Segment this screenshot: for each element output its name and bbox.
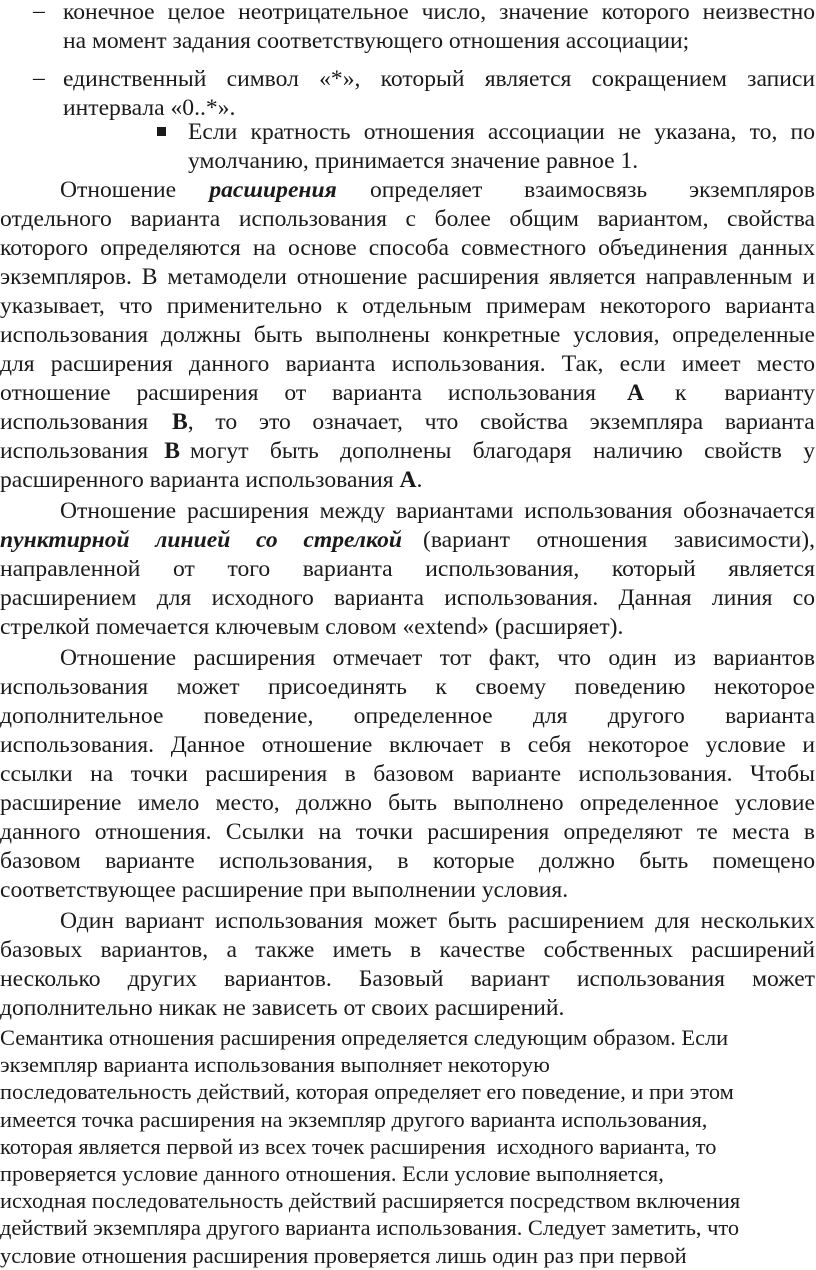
text-line: дополнительно никак не зависеть от своих расширений. [0,995,565,1021]
text-line: действий экземпляра другого варианта использования. Следует заметить, что [0,1215,740,1241]
text-line: ссылки на точки расширения в базовом варианте использования. Чтобы [0,761,815,787]
text-line: отношение расширения от варианта использования А к варианту [0,380,815,406]
text-line: на момент задания соответствующего отношения ассоциации; [63,28,690,54]
text-line: проверяется условие данного отношения. Если условие выполняется, [0,1161,664,1186]
text-line: отдельного варианта использования с более общим вариантом, свойства [0,206,815,232]
dash-marker: – [33,65,45,91]
text-line: направленной от того варианта использования, который является [0,556,815,582]
text-line: умолчанию, принимается значение равное 1. [188,148,639,174]
text-line: стрелкой помечается ключевым словом «extend» (расширяет). [0,614,624,640]
text-line: экземпляр варианта использования выполняет некоторую [0,1052,550,1078]
text-line: использования В могут быть дополнены благодаря наличию свойств у [0,438,815,464]
term-emphasis: расширения [209,177,337,203]
text-line: расширенного варианта использования А. [0,467,423,493]
text-line: исходная последовательность действий расширяется посредством включения [0,1188,741,1214]
text-line: интервала «0..*». [63,95,236,121]
text-line: для расширения данного варианта использования. Так, если имеет место [0,351,815,377]
text-line: конечное целое неотрицательное число, значение которого неизвестно [63,0,815,25]
text-line: указывает, что применительно к отдельным примерам некоторого варианта [0,293,815,319]
text-line: расширение имело место, должно быть выполнено определенное условие [0,790,815,816]
text-line: использования должны быть выполнены конкретные условия, определенные [0,322,815,348]
text-line: имеется точка расширения на экземпляр другого варианта использования, [0,1106,708,1132]
text-line: несколько других вариантов. Базовый вариант использования может [0,966,815,992]
text-line: Если кратность отношения ассоциации не указана, то, по [188,119,815,145]
text-line: базовом варианте использования, в которые должно быть помещено [0,848,815,874]
text-line: дополнительное поведение, определенное для другого варианта [0,703,815,729]
text-line: пунктирной линией со стрелкой (вариант отношения зависимости), [0,527,815,553]
text-line: единственный символ «*», который является сокращением записи [63,66,815,92]
text-line: последовательность действий, которая определяет его поведение, и при этом [0,1079,734,1105]
text-line: условие отношения расширения проверяется лишь один раз при первой [0,1242,687,1268]
term-emphasis: пунктирной линией со стрелкой [0,527,402,553]
text-line: Отношение расширения определяет взаимосвязь экземпляров [60,177,815,203]
text-line: базовых вариантов, а также иметь в качестве собственных расширений [0,937,815,963]
text-line: использования может присоединять к своему поведению некоторое [0,674,815,700]
text-line: экземпляров. В метамодели отношение расширения является направленным и [0,264,815,290]
text-line: которая является первой из всех точек расширения исходного варианта, то [0,1133,717,1159]
text-line: использования. Данное отношение включает в себя некоторое условие и [0,732,815,758]
dash-marker: – [33,0,45,24]
square-bullet-icon [157,127,166,136]
text-line: соответствующее расширение при выполнении условия. [0,877,569,903]
text-line: Отношение расширения между вариантами использования обозначается [60,498,815,524]
text-line: Семантика отношения расширения определяется следующим образом. Если [0,1025,729,1050]
text-line: Отношение расширения отмечает тот факт, что один из вариантов [60,645,815,671]
text-line: данного отношения. Ссылки на точки расширения определяют те места в [0,819,815,845]
text-line: которого определяются на основе способа совместного объединения данных [0,235,815,261]
text-line: расширением для исходного варианта использования. Данная линия со [0,585,815,611]
text-line: использования В , то это означает, что свойства экземпляра варианта [0,409,815,435]
text-line: Один вариант использования может быть расширением для нескольких [60,908,815,934]
